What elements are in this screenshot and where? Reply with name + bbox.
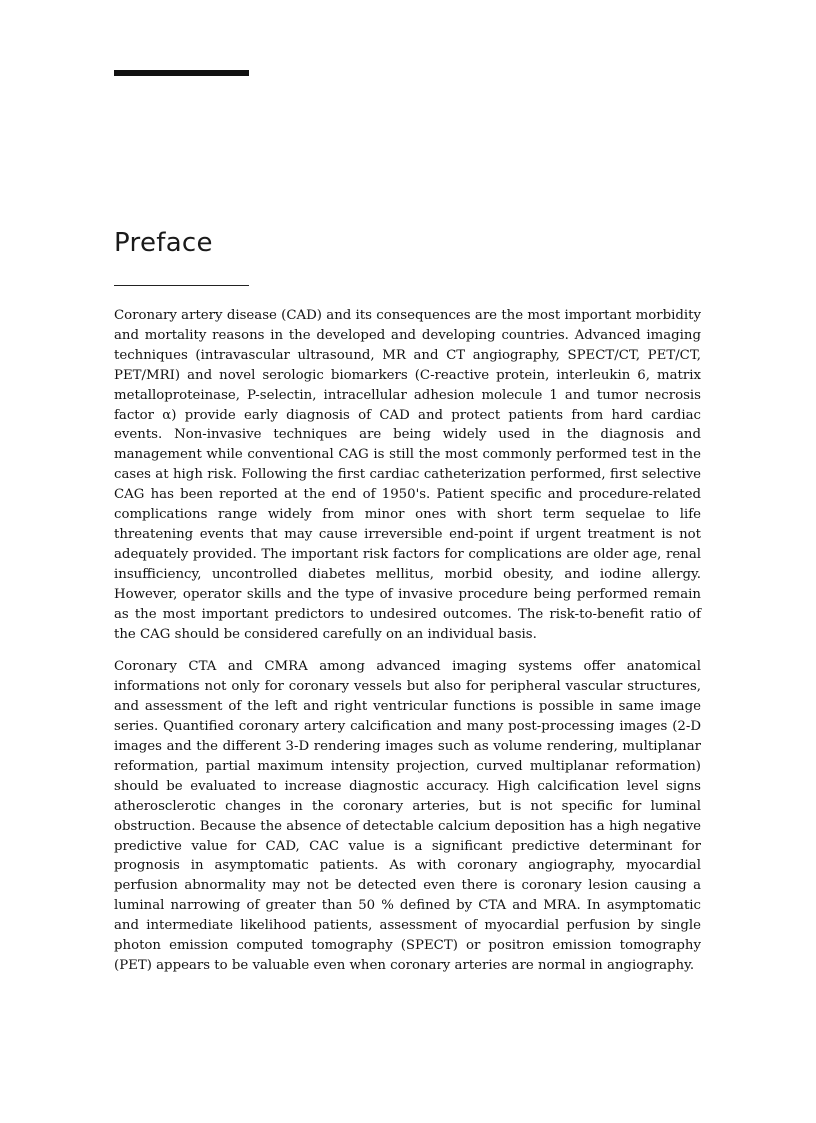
page-title: Preface [114, 228, 213, 258]
top-decorative-rule [114, 70, 249, 76]
preface-body [114, 306, 701, 989]
title-underline-rule [114, 285, 249, 286]
paragraph-2: Coronary CTA and CMRA among advanced imaging systems offer anatomical informations not only for coronary vessels but also for peripheral vascular structures, and assessment of the left and right ventricular functions is possible in same image series. Quantified coronary artery calcification and many post-processing images (2-D images and the different 3-D rendering images such as volume rendering, multiplanar reformation, partial maximum intensity projection, curved multiplanar reformation) should be evaluated to increase diagnostic accuracy. High calcification level signs atherosclerotic changes in the coronary arteries, but is not specific for luminal obstruction. Because the absence of detectable calcium deposition has a high negative predictive value for CAD, CAC value is a significant predictive determinant for prognosis in asymptomatic patients. As with coronary angiography, myocardial perfusion abnormality may not be detected even there is coronary lesion causing a luminal narrowing of greater than 50 % defined by CTA and MRA. In asymptomatic and intermediate likelihood patients, assessment of myocardial perfusion by single photon emission computed tomography (SPECT) or positron emission tomography (PET) appears to be valuable even when coronary arteries are normal in angiography. [114, 659, 701, 973]
paragraph-1: Coronary artery disease (CAD) and its consequences are the most important morbidity and mortality reasons in the developed and developing countries. Advanced imaging techniques (intravascular ultrasound, MR and CT angiography, SPECT/CT, PET/CT, PET/MRI) and novel serologic biomarkers (C-reactive protein, interleukin 6, matrix metalloproteinase, P-selectin, intracellular adhesion molecule 1 and tumor necrosis factor α) provide early diagnosis of CAD and protect patients from hard cardiac events. Non-invasive techniques are being widely used in the diagnosis and management while conventional CAG is still the most commonly performed test in the cases at high risk. Following the first cardiac catheterization performed, first selective CAG has been reported at the end of 1950's. Patient specific and procedure-related complications range widely from minor ones with short term sequelae to life threatening events that may cause irreversible end-point if urgent treatment is not adequately provided. The important risk factors for complications are older age, renal insufficiency, uncontrolled diabetes mellitus, morbid obesity, and iodine allergy. However, operator skills and the type of invasive procedure being performed remain as the most important predictors to undesired outcomes. The risk-to-benefit ratio of the CAG should be considered carefully on an individual basis. [114, 308, 701, 642]
